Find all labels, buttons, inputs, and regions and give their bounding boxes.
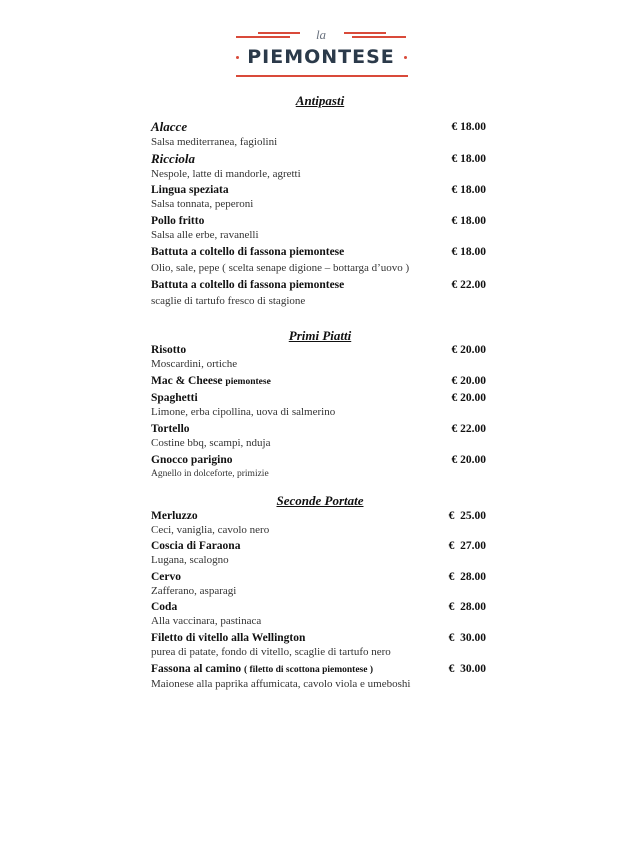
menu-item — [151, 631, 486, 659]
item-name: Spaghetti — [151, 392, 198, 404]
item-name: Risotto — [151, 344, 187, 356]
item-desc: Salsa tonnata, peperoni — [151, 198, 254, 210]
logo-underline — [236, 75, 408, 77]
item-name-suffix: ( filetto di scottona piemontese ) — [243, 665, 373, 675]
item-name-main: Mac & Cheese — [151, 375, 223, 387]
item-desc: Nespole, latte di mandorle, agretti — [151, 168, 301, 180]
item-name: Filetto di vitello alla Wellington — [151, 632, 306, 644]
item-price: € 20.00 — [451, 454, 486, 466]
item-price: € 18.00 — [451, 246, 486, 258]
item-desc: Olio, sale, pepe ( scelta senape digione – bottarga d’uovo ) — [151, 262, 410, 274]
menu-item — [151, 374, 486, 389]
item-desc: Alla vaccinara, pastinaca — [151, 615, 262, 627]
item-price: € 20.00 — [451, 344, 486, 356]
logo-name: PIEMONTESE — [247, 46, 395, 68]
item-desc: purea di patate, fondo di vitello, scaglie di tartufo nero — [151, 646, 391, 658]
item-name: Battuta a coltello di fassona piemontese — [151, 246, 345, 258]
menu-item — [151, 391, 486, 419]
item-desc: scaglie di tartufo fresco di stagione — [151, 295, 306, 307]
item-desc: Moscardini, ortiche — [151, 358, 238, 370]
menu-item — [151, 183, 486, 211]
menu-item — [151, 570, 486, 598]
item-desc: Salsa alle erbe, ravanelli — [151, 229, 259, 241]
item-desc: Limone, erba cipollina, uova di salmerino — [151, 406, 336, 418]
item-price: € 28.00 — [448, 571, 486, 583]
item-price: € 30.00 — [448, 632, 486, 644]
item-name-suffix: piemontese — [225, 377, 271, 387]
item-name-main: Fassona al camino — [151, 663, 242, 675]
item-name: Gnocco parigino — [151, 454, 233, 466]
item-desc: Lugana, scalogno — [151, 554, 229, 566]
item-name — [151, 374, 486, 389]
menu-item — [151, 151, 486, 181]
item-name — [151, 662, 486, 677]
item-price: € 18.00 — [451, 215, 486, 227]
item-price: € 20.00 — [451, 375, 486, 387]
menu-item — [151, 245, 486, 276]
item-price: € 18.00 — [451, 184, 486, 196]
menu-item — [151, 509, 486, 537]
logo-prefix: la — [315, 27, 327, 42]
item-name: Lingua speziata — [151, 184, 229, 196]
item-name: Coda — [151, 601, 178, 613]
logo-dot — [404, 56, 407, 59]
item-price: € 27.00 — [448, 540, 486, 552]
item-price: € 30.00 — [448, 663, 486, 675]
item-desc: Costine bbq, scampi, nduja — [151, 437, 271, 449]
menu-item — [151, 278, 486, 309]
menu-item — [151, 343, 486, 371]
item-price: € 22.00 — [451, 279, 486, 291]
menu-item — [151, 453, 486, 481]
item-price: € 18.00 — [451, 153, 486, 165]
menu-item — [151, 422, 486, 450]
item-name: Pollo fritto — [151, 215, 205, 227]
menu-item — [151, 119, 486, 149]
item-name: Ricciola — [151, 151, 196, 166]
item-name: Coscia di Faraona — [151, 540, 241, 552]
item-desc: Ceci, vaniglia, cavolo nero — [151, 524, 270, 536]
item-name: Battuta a coltello di fassona piemontese — [151, 279, 345, 291]
item-name: Alacce — [151, 119, 188, 134]
item-desc: Salsa mediterranea, fagiolini — [151, 136, 278, 148]
menu-item — [151, 214, 486, 242]
menu-item — [151, 600, 486, 628]
item-desc: Zafferano, asparagi — [151, 585, 237, 597]
item-name: Merluzzo — [151, 510, 198, 522]
item-price: € 28.00 — [448, 601, 486, 613]
item-desc: Agnello in dolceforte, primizie — [151, 469, 269, 479]
item-desc: Maionese alla paprika affumicata, cavolo viola e umeboshi — [151, 678, 411, 690]
item-name: Tortello — [151, 423, 190, 435]
menu-item — [151, 662, 486, 691]
section-title-primi-piatti: Primi Piatti — [288, 328, 352, 343]
section-title-seconde-portate: Seconde Portate — [276, 493, 364, 508]
item-price: € 25.00 — [448, 510, 486, 522]
item-name: Cervo — [151, 571, 182, 583]
item-price: € 18.00 — [451, 121, 486, 133]
section-title-antipasti: Antipasti — [295, 93, 345, 108]
item-price: € 22.00 — [451, 423, 486, 435]
menu-item — [151, 539, 486, 567]
restaurant-logo — [232, 28, 410, 80]
item-price: € 20.00 — [451, 392, 486, 404]
